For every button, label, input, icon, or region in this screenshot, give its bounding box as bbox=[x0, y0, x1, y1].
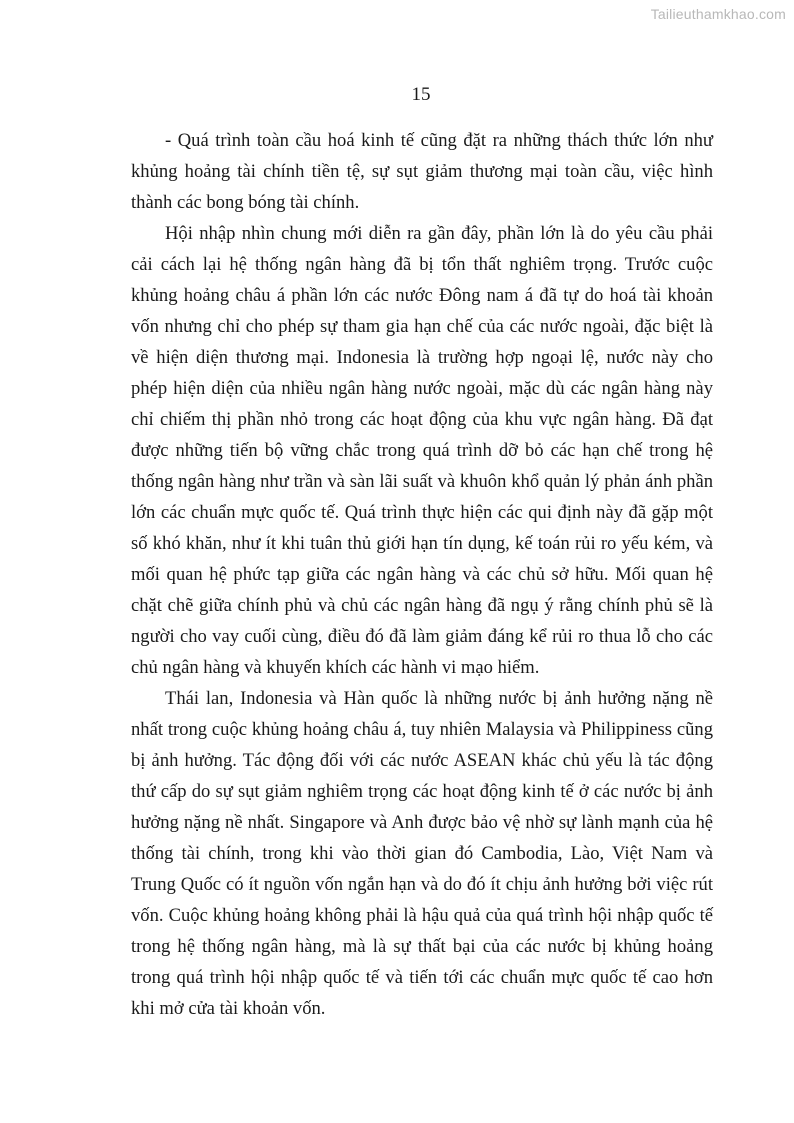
paragraph-banking-integration: Hội nhập nhìn chung mới diễn ra gần đây, phần lớn là do yêu cầu phải cải cách lại hệ thống ngân hàng đã bị tổn thất nghiêm trọng. Trước cuộc khủng hoảng châu á phần lớn các nước Đông nam á đã tự do hoá tài khoản vốn nhưng chỉ cho phép sự tham gia hạn chế của các nước ngoài, đặc biệt là về hiện diện thương mại. Indonesia là trường hợp ngoại lệ, nước này cho phép hiện diện của nhiều ngân hàng nước ngoài, mặc dù các ngân hàng này chỉ chiếm thị phần nhỏ trong các hoạt động của khu vực ngân hàng. Đã đạt được những tiến bộ vững chắc trong quá trình dỡ bỏ các hạn chế trong hệ thống ngân hàng như trần và sàn lãi suất và khuôn khổ quản lý phản ánh phần lớn các chuẩn mực quốc tế. Quá trình thực hiện các qui định này đã gặp một số khó khăn, như ít khi tuân thủ giới hạn tín dụng, kế toán rủi ro yếu kém, và mối quan hệ phức tạp giữa các ngân hàng và các chủ sở hữu. Mối quan hệ chặt chẽ giữa chính phủ và chủ các ngân hàng đã ngụ ý rằng chính phủ sẽ là người cho vay cuối cùng, điều đó đã làm giảm đáng kể rủi ro thua lỗ cho các chủ ngân hàng và khuyến khích các hành vi mạo hiểm. bbox=[131, 223, 713, 678]
paragraph-globalization-challenges: - Quá trình toàn cầu hoá kinh tế cũng đặt ra những thách thức lớn như khủng hoảng tài chính tiền tệ, sự sụt giảm thương mại toàn cầu, việc hình thành các bong bóng tài chính. bbox=[131, 130, 713, 213]
paragraph-asian-crisis-impact: Thái lan, Indonesia và Hàn quốc là những nước bị ảnh hưởng nặng nề nhất trong cuộc khủng hoảng châu á, tuy nhiên Malaysia và Philippiness cũng bị ảnh hưởng. Tác động đối với các nước ASEAN khác chủ yếu là tác động thứ cấp do sự sụt giảm nghiêm trọng các hoạt động kinh tế ở các nước bị ảnh hưởng nặng nề nhất. Singapore và Anh được bảo vệ nhờ sự lành mạnh của hệ thống tài chính, trong khi vào thời gian đó Cambodia, Lào, Việt Nam và Trung Quốc có ít nguồn vốn ngắn hạn và do đó ít chịu ảnh hưởng bởi việc rút vốn. Cuộc khủng hoảng không phải là hậu quả của quá trình hội nhập quốc tế trong hệ thống ngân hàng, mà là sự thất bại của các nước bị khủng hoảng trong quá trình hội nhập quốc tế và tiến tới các chuẩn mực quốc tế cao hơn khi mở cửa tài khoản vốn. bbox=[131, 688, 713, 1019]
document-body bbox=[131, 125, 713, 1024]
watermark: Tailieuthamkhao.com bbox=[650, 6, 786, 22]
page-number: 15 bbox=[411, 84, 431, 105]
